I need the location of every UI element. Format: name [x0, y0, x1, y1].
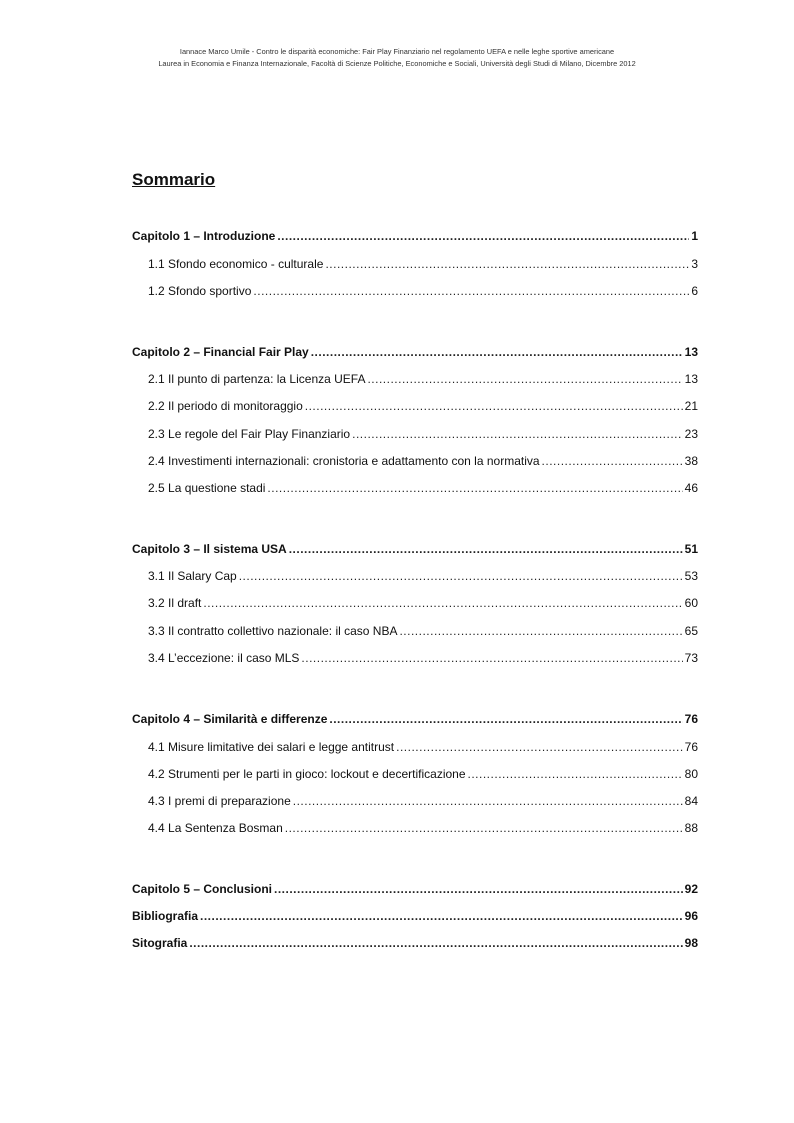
toc-section-4-1[interactable]	[148, 739, 698, 755]
toc-page-number: 65	[684, 624, 698, 638]
toc-section-3-3[interactable]	[148, 623, 698, 639]
toc-section-4-3[interactable]	[148, 793, 698, 809]
dot-leader	[325, 256, 689, 272]
toc-label: 3.1 Il Salary Cap	[148, 569, 237, 583]
toc-page-number: 51	[684, 542, 698, 556]
toc-label: 2.2 Il periodo di monitoraggio	[148, 399, 303, 413]
toc-section-1-2[interactable]	[148, 283, 698, 299]
toc-page-number: 13	[684, 372, 698, 386]
toc-label: Capitolo 4 – Similarità e differenze	[132, 712, 328, 726]
header-line-2: Laurea in Economia e Finanza Internazionale, Facoltà di Scienze Politiche, Economiche e Sociali, Università degli Studi di Milano, Dicembre 2012	[158, 59, 636, 68]
dot-leader	[542, 453, 683, 469]
toc-section-3-4[interactable]	[148, 650, 698, 666]
toc-page-number: 53	[684, 569, 698, 583]
dot-leader	[468, 766, 683, 782]
toc-label: 3.4 L’eccezione: il caso MLS	[148, 651, 300, 665]
toc-page-number: 88	[684, 821, 698, 835]
toc-page-number: 13	[684, 345, 698, 359]
toc-page-number: 23	[684, 427, 698, 441]
toc-label: 4.1 Misure limitative dei salari e legge antitrust	[148, 740, 395, 754]
toc-label: 1.2 Sfondo sportivo	[148, 284, 252, 298]
toc-label: 2.3 Le regole del Fair Play Finanziario	[148, 427, 351, 441]
toc-section-3-2[interactable]	[148, 595, 698, 611]
dot-leader	[311, 344, 683, 360]
toc-section-1-1[interactable]	[148, 256, 698, 272]
toc-section-4-2[interactable]	[148, 766, 698, 782]
toc-label: 1.1 Sfondo economico - culturale	[148, 257, 324, 271]
toc-page-number: 73	[684, 651, 698, 665]
page-header	[0, 46, 794, 70]
dot-leader	[289, 541, 683, 557]
toc-page-number: 76	[684, 740, 698, 754]
dot-leader	[305, 398, 683, 414]
dot-leader	[399, 623, 682, 639]
toc-page-number: 92	[684, 882, 698, 896]
dot-leader	[277, 228, 689, 244]
dot-leader	[200, 908, 683, 924]
toc-label: 2.4 Investimenti internazionali: cronistoria e adattamento con la normativa	[148, 454, 540, 468]
dot-leader	[367, 371, 682, 387]
toc-section-3-1[interactable]	[148, 568, 698, 584]
toc-section-2-5[interactable]	[148, 480, 698, 496]
toc-section-2-2[interactable]	[148, 398, 698, 414]
dot-leader	[285, 820, 683, 836]
toc-page-number: 6	[691, 284, 698, 298]
toc-page-number: 80	[684, 767, 698, 781]
toc-section-2-1[interactable]	[148, 371, 698, 387]
toc-label: Capitolo 1 – Introduzione	[132, 229, 276, 243]
toc-label: Capitolo 2 – Financial Fair Play	[132, 345, 309, 359]
toc-chapter-2[interactable]	[132, 344, 698, 360]
toc-label: 3.2 Il draft	[148, 596, 202, 610]
toc-label: 4.4 La Sentenza Bosman	[148, 821, 283, 835]
toc-label: Capitolo 3 – Il sistema USA	[132, 542, 287, 556]
dot-leader	[274, 881, 683, 897]
toc-page-number: 21	[684, 399, 698, 413]
toc-chapter-5[interactable]	[132, 881, 698, 897]
dot-leader	[203, 595, 682, 611]
dot-leader	[267, 480, 682, 496]
toc-label: Capitolo 5 – Conclusioni	[132, 882, 273, 896]
dot-leader	[396, 739, 683, 755]
toc-section-2-3[interactable]	[148, 426, 698, 442]
toc-section-4-4[interactable]	[148, 820, 698, 836]
header-line-1: Iannace Marco Umile - Contro le disparità economiche: Fair Play Finanziario nel regolamento UEFA e nelle leghe sportive americane	[179, 47, 615, 56]
toc-page-number: 60	[684, 596, 698, 610]
toc-page-number: 98	[684, 936, 698, 950]
toc-label: Bibliografia	[132, 909, 199, 923]
dot-leader	[239, 568, 683, 584]
toc-page-number: 76	[684, 712, 698, 726]
toc-label: 4.2 Strumenti per le parti in gioco: lockout e decertificazione	[148, 767, 466, 781]
dot-leader	[301, 650, 682, 666]
toc-chapter-1[interactable]	[132, 228, 698, 244]
dot-leader	[329, 711, 682, 727]
toc-page-number: 84	[684, 794, 698, 808]
toc-page-number: 1	[691, 229, 698, 243]
dot-leader	[253, 283, 689, 299]
toc-label: 2.1 Il punto di partenza: la Licenza UEFA	[148, 372, 366, 386]
toc-title: Sommario	[132, 170, 216, 189]
toc-page-number: 38	[684, 454, 698, 468]
dot-leader	[293, 793, 683, 809]
toc-label: 4.3 I premi di preparazione	[148, 794, 291, 808]
toc-bibliography[interactable]	[132, 908, 698, 924]
toc-chapter-4[interactable]	[132, 711, 698, 727]
toc-page-number: 3	[691, 257, 698, 271]
toc-chapter-3[interactable]	[132, 541, 698, 557]
toc-label: 3.3 Il contratto collettivo nazionale: il caso NBA	[148, 624, 398, 638]
dot-leader	[352, 426, 683, 442]
dot-leader	[189, 935, 682, 951]
toc-label: Sitografia	[132, 936, 188, 950]
toc-label: 2.5 La questione stadi	[148, 481, 266, 495]
toc-page-number: 96	[684, 909, 698, 923]
toc-page-number: 46	[684, 481, 698, 495]
toc-section-2-4[interactable]	[148, 453, 698, 469]
toc-sitography[interactable]	[132, 935, 698, 951]
